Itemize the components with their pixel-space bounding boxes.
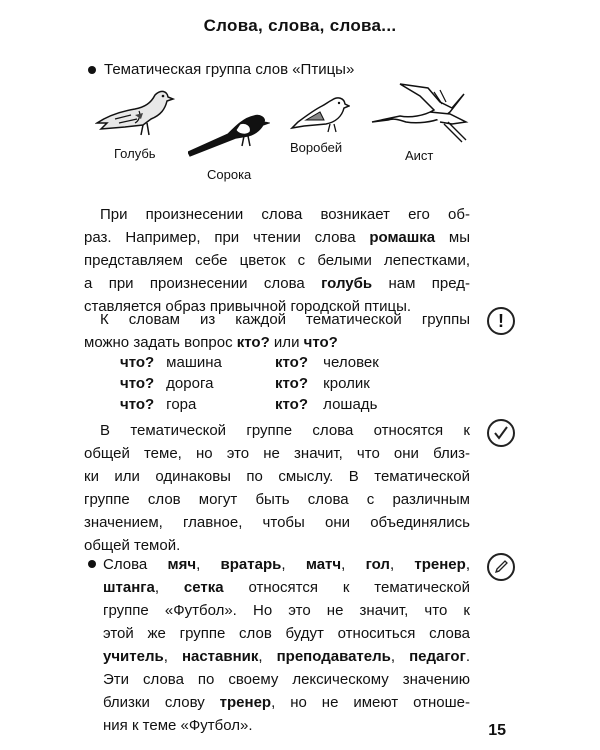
stork-illustration [370,82,470,144]
example-row: что? гора [120,396,197,413]
paragraph-football [103,553,470,737]
para-line: группе «Футбол». Но это не значит, что к [103,602,470,619]
para-line: ки или одинаковы по смыслу. В тематической [84,468,470,485]
bullet [88,560,96,568]
paragraph-thematic-group [84,419,470,557]
examples-who [275,352,379,415]
example-row: что? машина [120,354,222,371]
para-line: штанга, сетка относятся к тематической [103,579,470,596]
para-line: учитель, наставник, преподаватель, педагог. [103,648,470,665]
para-line: значением, главное, чтобы они объединялись [84,514,470,531]
exclamation-icon: ! [487,307,515,335]
para-line: общей теме, но это не значит, что они близ- [84,445,470,462]
para-line: В тематической группе слова относятся к [100,422,470,439]
example-row: кто? кролик [275,375,370,392]
bullet [88,66,96,74]
paragraph-image-of-word [84,203,470,318]
para-line: Эти слова по своему лексическому значению [103,671,470,688]
para-line: При произнесении слова возникает его об- [100,206,470,223]
bird-label-sparrow: Воробей [290,140,343,155]
examples-what [120,352,222,415]
example-row: кто? человек [275,354,379,371]
checkmark-icon [487,419,515,447]
para-line: группе слов могут быть слова с различным [84,491,470,508]
example-row: что? дорога [120,375,214,392]
para-line: ставляется образ привычной городской птицы. [84,298,412,315]
sparrow-illustration [290,92,350,136]
bird-label-stork: Аист [405,148,434,163]
para-line: ния к теме «Футбол». [103,717,253,734]
para-line: общей темой. [84,537,181,554]
para-line: а при произнесении слова голубь нам пред- [84,275,470,292]
birds-heading-text: Тематическая группа слов «Птицы» [104,61,355,78]
para-line: Слова мяч, вратарь, матч, гол, тренер, [103,556,470,573]
paragraph-questions [84,308,470,354]
example-row: кто? лошадь [275,396,378,413]
para-line: близки слову тренер, но не имеют отноше- [103,694,471,711]
para-line: К словам из каждой тематической группы [100,311,470,328]
para-line: можно задать вопрос кто? или что? [84,334,338,351]
pigeon-illustration [95,85,175,140]
bird-label-pigeon: Голубь [114,146,156,161]
para-line: раз. Например, при чтении слова ромашка мы [84,229,470,246]
pencil-icon [487,553,515,581]
para-line: представляем себе цветок с белыми лепестками, [84,252,470,269]
page-number: 15 [488,722,506,739]
para-line: этой же группе слов будут относиться слова [103,625,470,642]
bird-label-magpie: Сорока [207,167,252,182]
magpie-illustration [188,112,270,164]
page-title: Слова, слова, слова... [203,16,397,35]
